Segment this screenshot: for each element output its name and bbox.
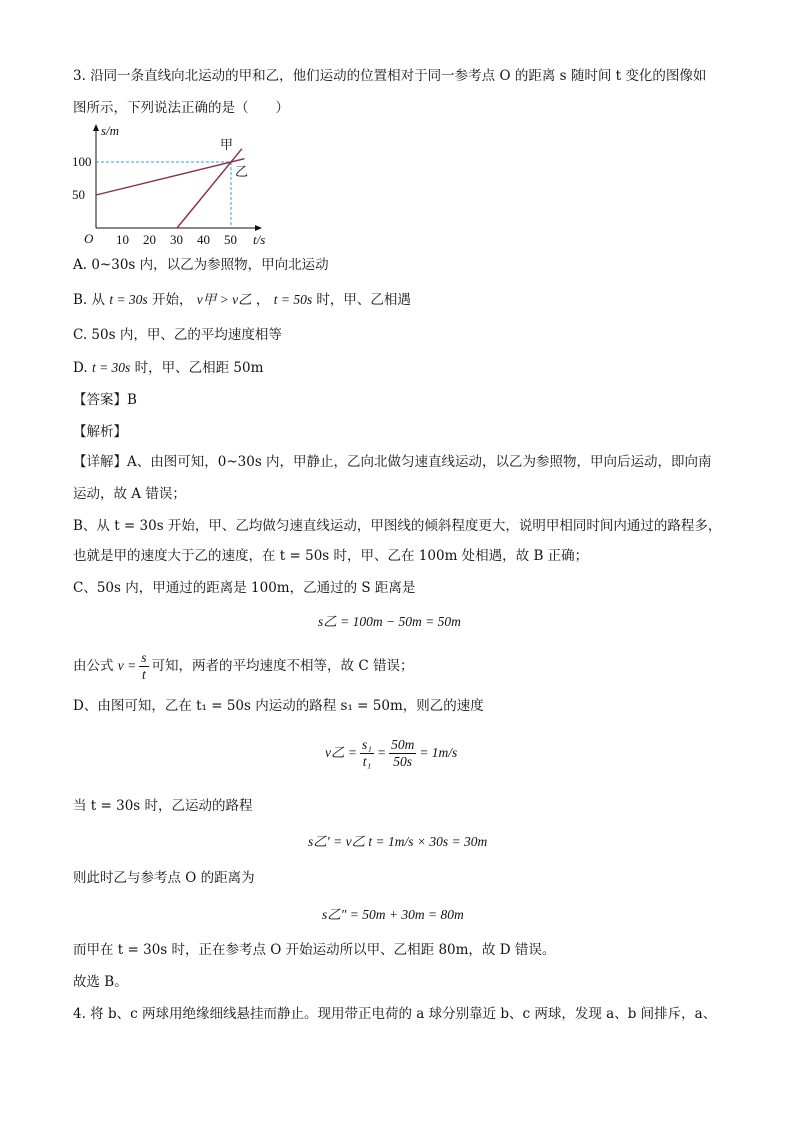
fraction-s1-t1: [360, 737, 374, 770]
x-tick-label: 10: [116, 232, 129, 247]
analysis-label: 【解析】: [73, 424, 127, 440]
origin-label: O: [84, 231, 94, 246]
detail-a-line2: 运动，故 A 错误；: [73, 486, 186, 502]
option-b-time2: t = 50s: [273, 292, 313, 307]
formula-s-yi: s乙 = 100m − 50m = 50m: [318, 614, 461, 629]
x-axis-arrow: [255, 225, 262, 231]
y-tick-label: 100: [72, 154, 92, 169]
x-axis-label: t/s: [253, 232, 266, 247]
detail-d-line4: 而甲在 t = 30s 时，正在参考点 O 开始运动所以甲、乙相距 80m，故 D 错误。: [73, 942, 556, 958]
fraction-50s: 50s: [393, 754, 413, 770]
detail-label: 【详解】: [73, 454, 127, 470]
option-b-comma: ，: [255, 292, 270, 308]
fraction-s1: s₁: [361, 737, 372, 753]
fraction-s-over-t: [139, 650, 148, 683]
detail-c-line2: [73, 650, 413, 683]
y-axis-label: s/m: [101, 123, 120, 138]
detail-d-line3: 则此时乙与参考点 O 的距离为: [73, 870, 255, 886]
s-t-chart: [70, 118, 280, 254]
option-b-relation: v甲 > v乙: [196, 292, 252, 307]
option-b-end: 时，甲、乙相遇: [316, 292, 411, 308]
x-tick-label: 40: [197, 232, 210, 247]
detail-a-text: A、由图可知，0~30s 内，甲静止，乙向北做匀速直线运动，以乙为参照物，甲向后运动，即向南: [127, 454, 712, 470]
detail-c2-prefix: 由公式: [73, 658, 114, 674]
detail-a-line1: [73, 452, 712, 472]
conclusion: 故选 B。: [73, 974, 128, 990]
fraction-50m: 50m: [391, 737, 415, 753]
option-d-prefix: D.: [73, 360, 88, 376]
question-stem: 沿同一条直线向北运动的甲和乙，他们运动的位置相对于同一参考点 O 的距离 s 随时间 t 变化的图像如: [90, 68, 707, 84]
x-tick-label: 30: [170, 232, 183, 247]
detail-c2-v: v =: [117, 658, 137, 673]
formula-v-yi: [325, 734, 457, 772]
option-a: A. 0~30s 内，以乙为参照物，甲向北运动: [73, 257, 329, 273]
series-label-yi: 乙: [235, 164, 249, 179]
x-tick-label: 50: [224, 232, 237, 247]
question4-stem: 4. 将 b、c 两球用绝缘细线悬挂而静止。现用带正电荷的 a 球分别靠近 b、c 两球，发现 a、b 间排斥，a、: [73, 1006, 717, 1022]
answer-label: 【答案】: [73, 392, 127, 408]
detail-c-line1: C、50s 内，甲通过的距离是 100m，乙通过的 S 距离是: [73, 580, 416, 596]
fraction-numerator: s: [141, 650, 147, 665]
option-b-prefix: B. 从: [73, 292, 106, 308]
fraction-50m-50s: [389, 737, 416, 770]
x-tick-label: 20: [143, 232, 156, 247]
y-tick-label: 50: [72, 187, 85, 202]
fraction-denominator: t: [142, 667, 146, 682]
question3-stem-line1: [73, 66, 706, 86]
series-line-yi: [96, 159, 245, 195]
option-b: [73, 290, 411, 310]
option-b-mid: 开始，: [151, 292, 193, 308]
option-d-end: 时，甲、乙相距 50m: [134, 360, 264, 376]
question-number: 3.: [73, 68, 86, 84]
y-axis-arrow: [93, 124, 99, 131]
formula2-lhs: v乙 =: [325, 745, 357, 760]
detail-b-line2: 也就是甲的速度大于乙的速度，在 t = 50s 时，甲、乙在 100m 处相遇，故 B 正确；: [73, 548, 589, 564]
detail-d-line1: D、由图可知，乙在 t₁ = 50s 内运动的路程 s₁ = 50m，则乙的速度: [73, 698, 484, 714]
answer-line: [73, 390, 137, 410]
option-c: C. 50s 内，甲、乙的平均速度相等: [73, 327, 282, 343]
detail-d-line2: 当 t = 30s 时，乙运动的路程: [73, 798, 253, 814]
detail-b-line1: B、从 t = 30s 开始，甲、乙均做匀速直线运动，甲图线的倾斜程度更大，说明甲相同时间内通过的路程多，: [73, 518, 722, 534]
fraction-t1: t₁: [362, 754, 372, 770]
formula-s-yi-prime: s乙′ = v乙 t = 1m/s × 30s = 30m: [308, 834, 488, 849]
option-d: [73, 358, 263, 378]
option-b-time1: t = 30s: [109, 292, 148, 307]
option-d-time: t = 30s: [91, 360, 131, 375]
formula2-eq: =: [376, 745, 387, 760]
answer-value: B: [127, 392, 137, 408]
formula-s-yi-double-prime: s乙″ = 50m + 30m = 80m: [322, 907, 464, 922]
detail-c2-end: 可知，两者的平均速度不相等，故 C 错误；: [151, 658, 414, 674]
series-label-jia: 甲: [220, 137, 234, 152]
series-line-jia: [177, 149, 242, 228]
question3-stem-line2: 图所示，下列说法正确的是（ ）: [73, 100, 289, 116]
formula2-rhs: = 1m/s: [419, 745, 458, 760]
